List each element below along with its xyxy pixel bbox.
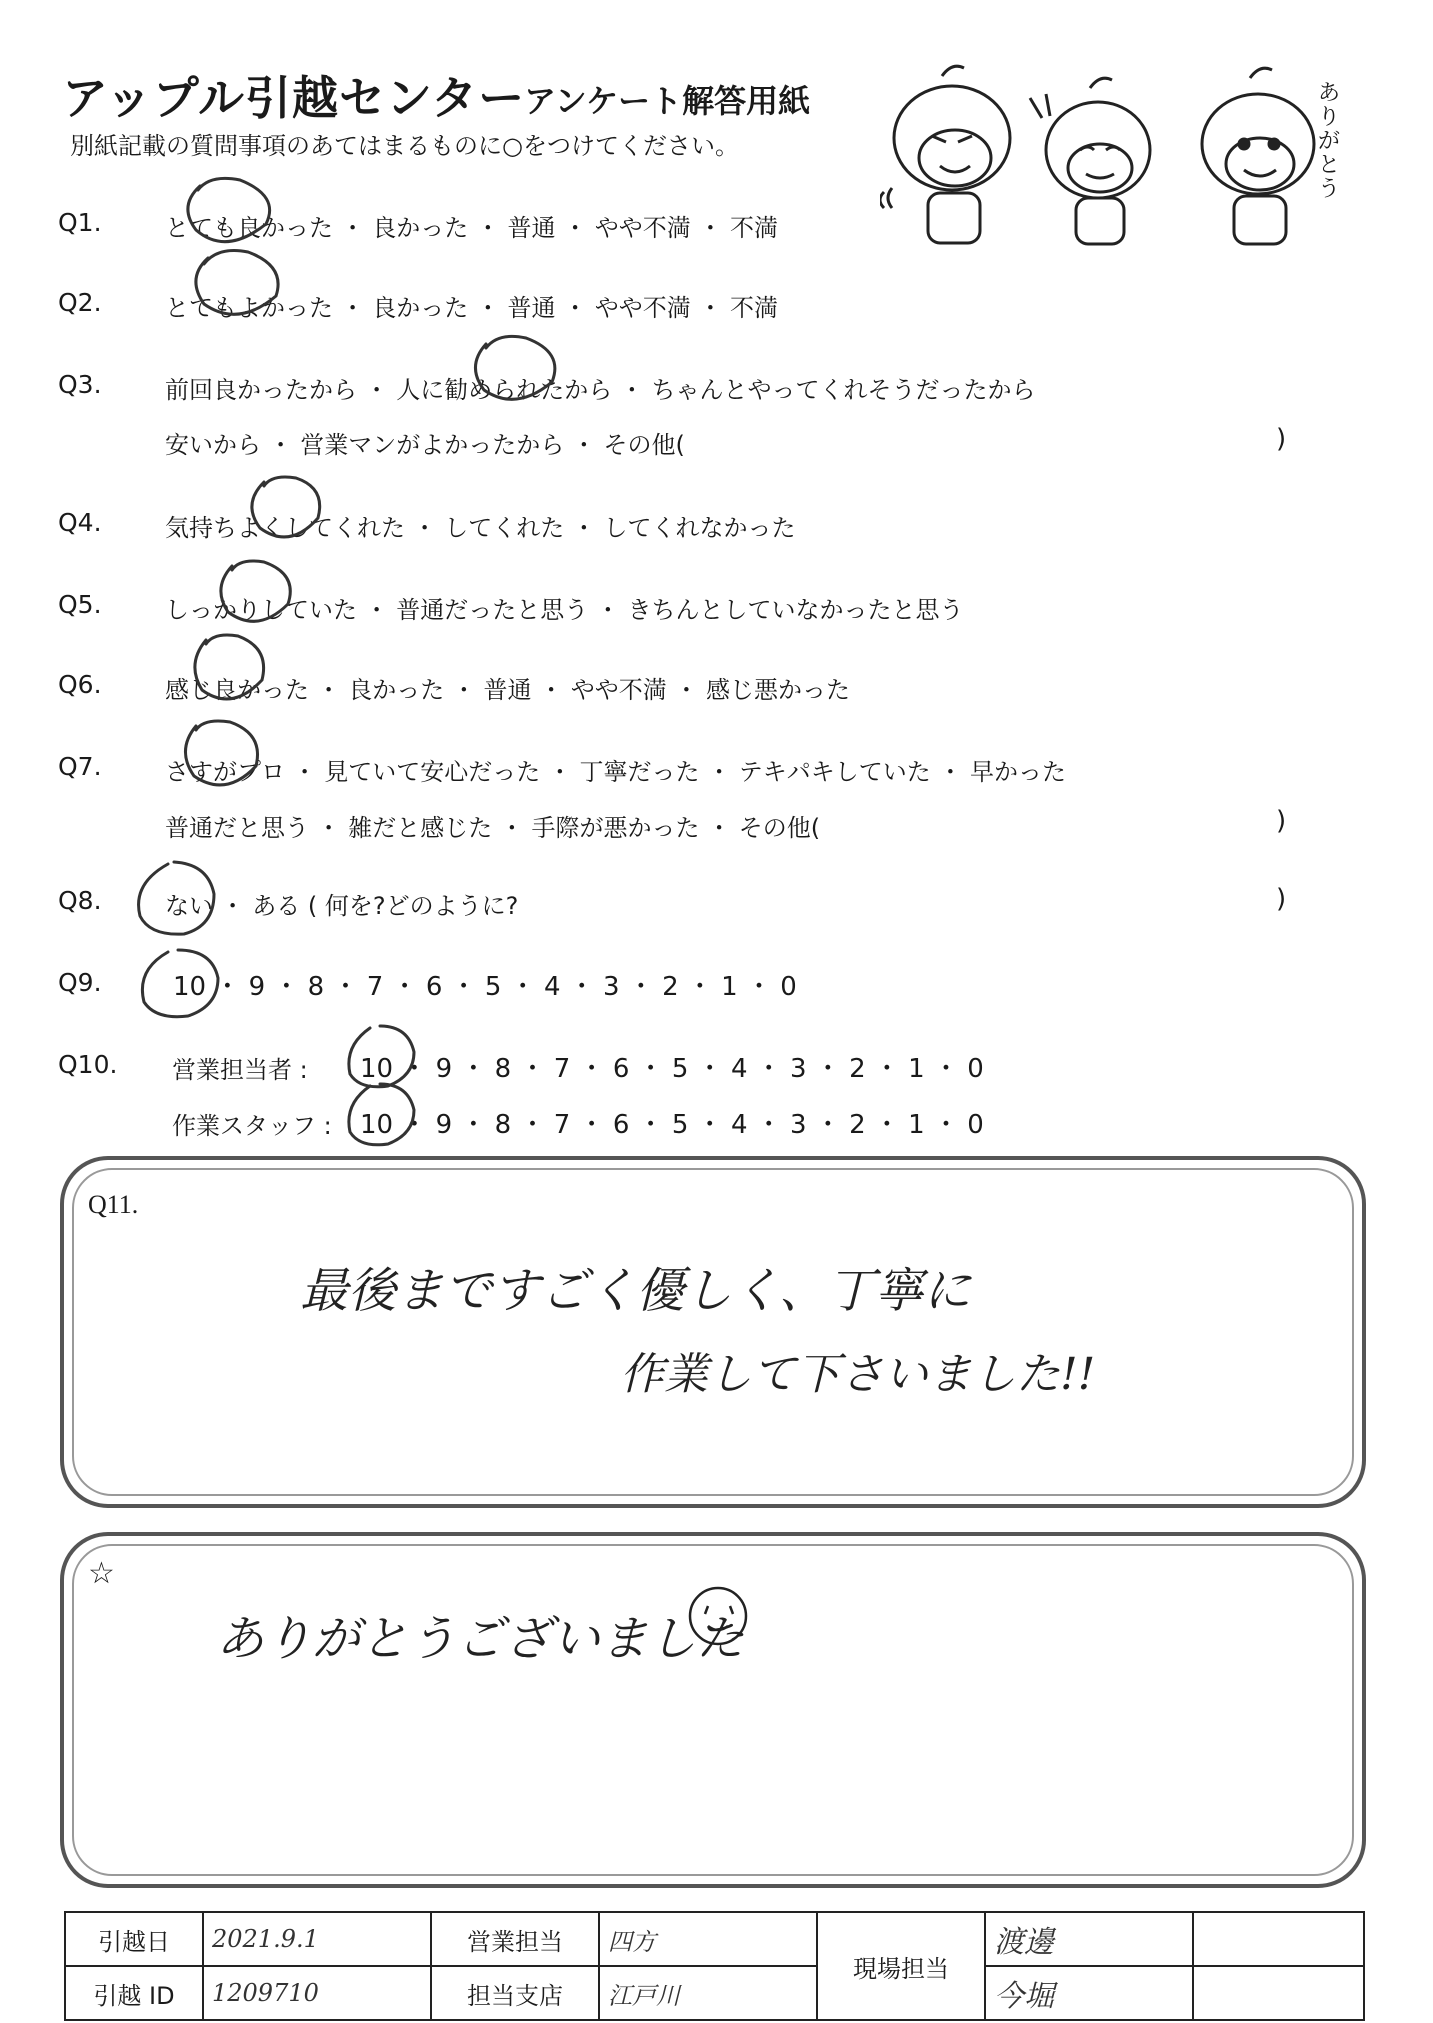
q11-panel (60, 1156, 1366, 1508)
move-id-label: 引越 ID (65, 1966, 203, 2020)
move-id-value: 1209710 (203, 1966, 431, 2020)
q5-options: しっかりしていた ・ 普通だったと思う ・ きちんとしていなかったと思う (165, 596, 964, 624)
q10-label: Q10. (58, 1050, 118, 1079)
q2-label: Q2. (58, 288, 102, 317)
star-icon: ☆ (88, 1556, 115, 1591)
smiley-icon (686, 1584, 750, 1652)
form-subtitle: アンケート解答用紙 (524, 82, 811, 120)
branch-value: 江戸川 (599, 1966, 817, 2020)
info-empty-cell-1 (1193, 1912, 1364, 1966)
q9-label: Q9. (58, 968, 102, 997)
q7-close-paren: ) (1276, 806, 1287, 836)
q3-options-line1: 前回良かったから ・ 人に勧められたから ・ ちゃんとやってくれそうだったから (165, 376, 1036, 404)
company-title: アップル引越センター (62, 71, 526, 125)
q4-label: Q4. (58, 508, 102, 537)
q6-label: Q6. (58, 670, 102, 699)
q7-options-line2: 普通だと思う ・ 雑だと感じた ・ 手際が悪かった ・ その他( (165, 814, 821, 842)
mascot-caption-text: ありがとう (1318, 81, 1341, 202)
info-table (64, 1911, 1365, 2021)
q11-label: Q11. (88, 1190, 139, 1219)
q10-staff-label: 作業スタッフ : (172, 1112, 332, 1140)
q9-scale: 10 ・ 9 ・ 8 ・ 7 ・ 6 ・ 5 ・ 4 ・ 3 ・ 2 ・ 1 ・ 0 (173, 972, 797, 1002)
q3-label: Q3. (58, 370, 102, 399)
comment-text: ありがとうございました (216, 1611, 745, 1667)
sales-value: 四方 (599, 1912, 817, 1966)
site-value-1: 渡邊 (985, 1912, 1193, 1966)
q6-options: 感じ良かった ・ 良かった ・ 普通 ・ やや不満 ・ 感じ悪かった (165, 676, 851, 704)
q5-label: Q5. (58, 590, 102, 619)
q3-options-line2: 安いから ・ 営業マンがよかったから ・ その他( (165, 431, 685, 459)
instruction-text: 別紙記載の質問事項のあてはまるものに○をつけてください。 (70, 132, 739, 160)
site-value-2: 今堀 (985, 1966, 1193, 2020)
move-date-value: 2021.9.1 (203, 1912, 431, 1966)
q10-sales-label: 営業担当者 : (172, 1056, 308, 1084)
q8-close-paren: ) (1276, 884, 1287, 914)
site-label: 現場担当 (817, 1912, 985, 2020)
mascot-illustration (880, 58, 1340, 258)
branch-label: 担当支店 (431, 1966, 599, 2020)
q8-label: Q8. (58, 886, 102, 915)
q10-sales-scale: 10 ・ 9 ・ 8 ・ 7 ・ 6 ・ 5 ・ 4 ・ 3 ・ 2 ・ 1 ・ 0 (360, 1054, 984, 1084)
q3-close-paren: ) (1276, 424, 1287, 454)
sales-label: 営業担当 (431, 1912, 599, 1966)
q1-label: Q1. (58, 208, 102, 237)
q7-label: Q7. (58, 752, 102, 781)
q8-options: ない ・ ある ( 何を?どのように? (165, 892, 519, 920)
move-date-label: 引越日 (65, 1912, 203, 1966)
info-empty-cell-2 (1193, 1966, 1364, 2020)
q2-options: とてもよかった ・ 良かった ・ 普通 ・ やや不満 ・ 不満 (165, 294, 779, 322)
q11-answer-line2: 作業して下さいました!! (620, 1349, 1096, 1400)
q1-options: とても良かった ・ 良かった ・ 普通 ・ やや不満 ・ 不満 (165, 214, 779, 242)
q4-options: 気持ちよくしてくれた ・ してくれた ・ してくれなかった (165, 514, 796, 542)
q7-options-line1: さすがプロ ・ 見ていて安心だった ・ 丁寧だった ・ テキパキしていた ・ 早かった (165, 758, 1067, 786)
q11-answer-line1: 最後まですごく優しく、丁寧に (300, 1263, 972, 1319)
q10-staff-scale: 10 ・ 9 ・ 8 ・ 7 ・ 6 ・ 5 ・ 4 ・ 3 ・ 2 ・ 1 ・ 0 (360, 1110, 984, 1140)
